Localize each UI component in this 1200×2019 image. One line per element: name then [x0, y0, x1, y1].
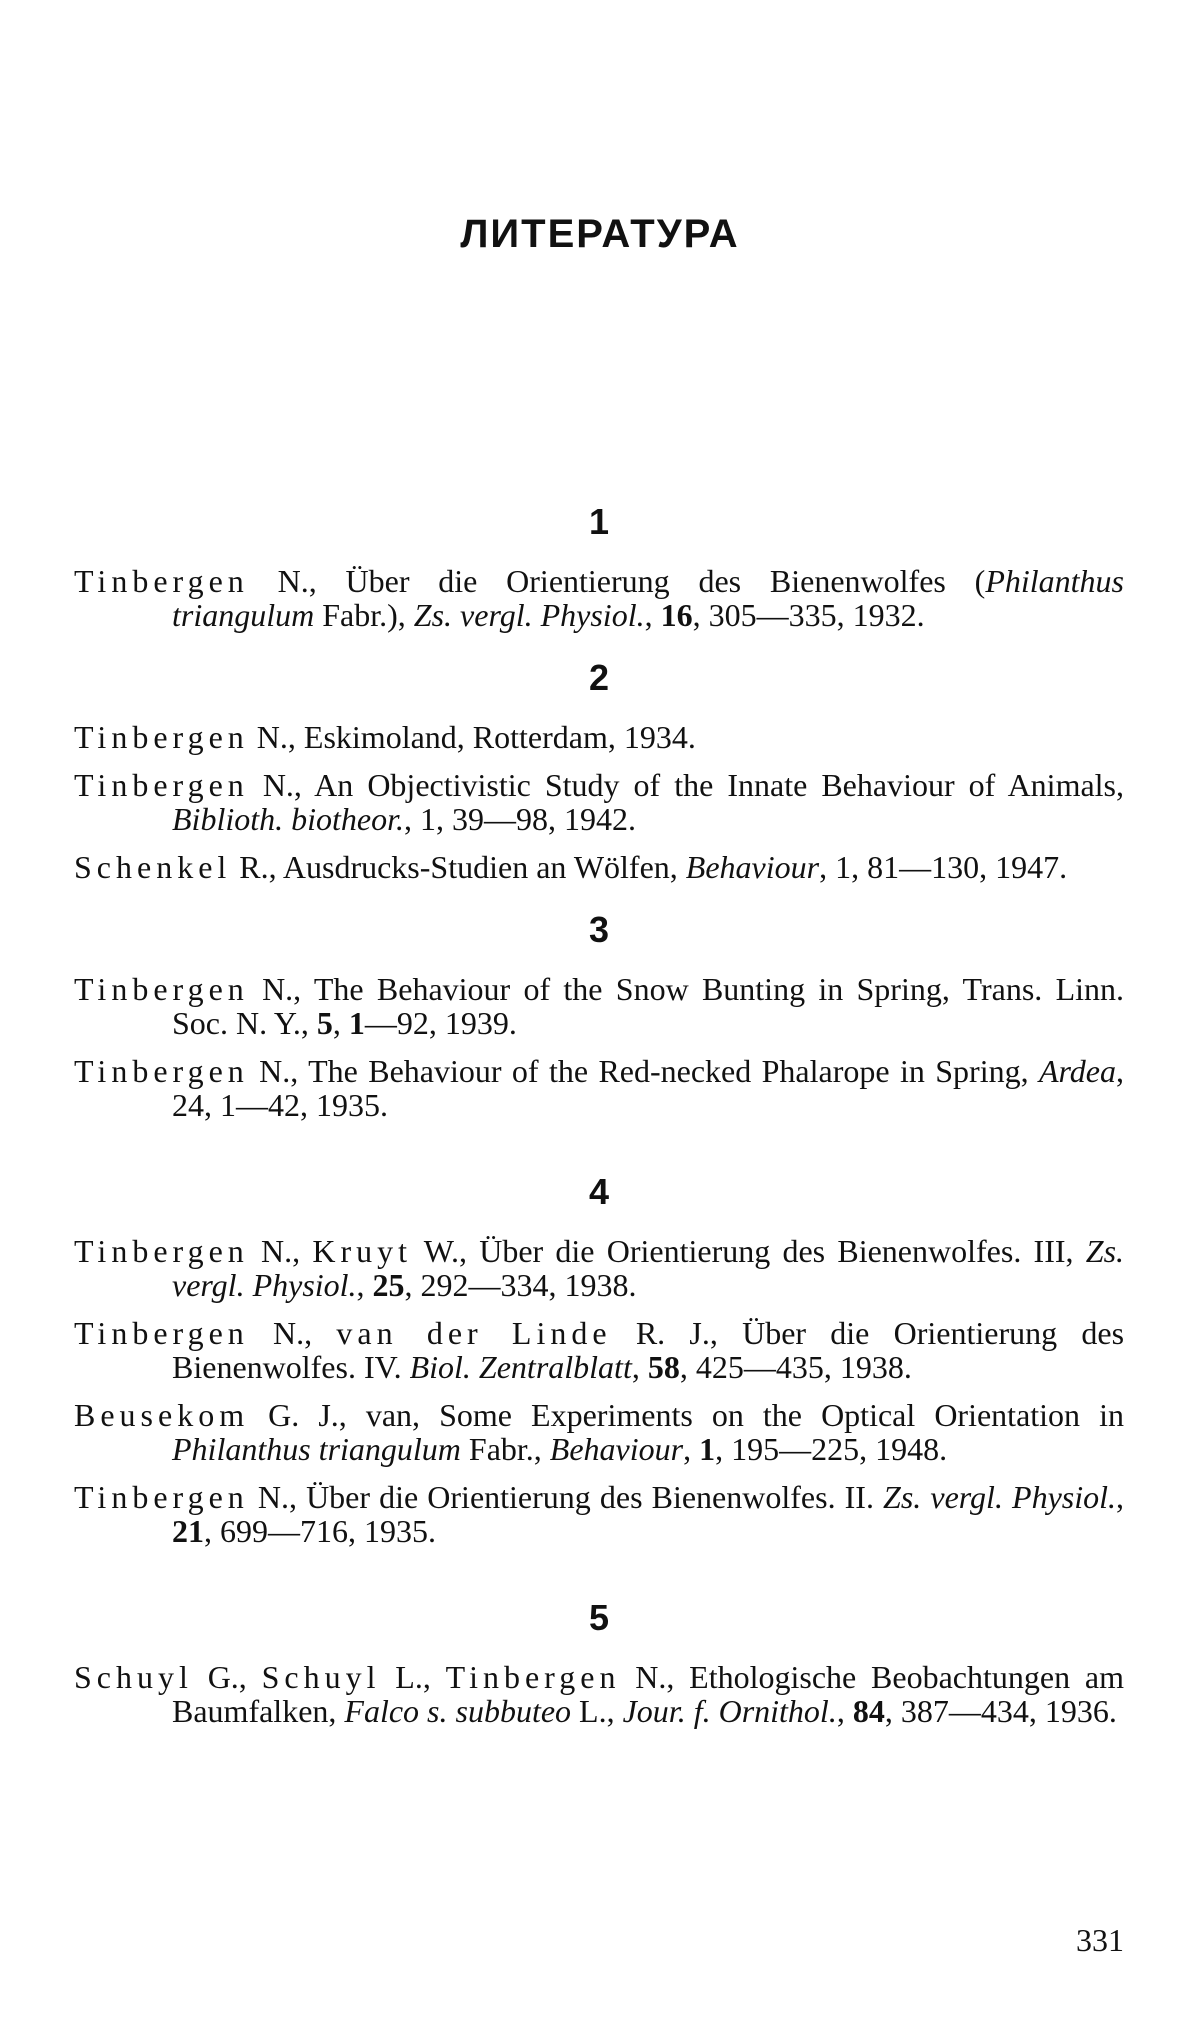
species-name: Philanthus triangulum: [172, 1431, 461, 1467]
reference-section-1: [74, 500, 1124, 632]
journal-title: Zs. vergl. Physiol.: [883, 1479, 1117, 1515]
entry-text: ,: [836, 1693, 853, 1729]
journal-title: Biblioth. biotheor.: [172, 801, 404, 837]
coauthor-name: Schuyl: [261, 1659, 381, 1695]
journal-title: Biol. Zentralblatt: [409, 1349, 632, 1385]
author-name: Tinbergen: [74, 1315, 249, 1351]
reference-entry: [74, 1660, 1124, 1728]
entry-text: N., Eskimoland, Rotterdam, 1934.: [248, 719, 696, 755]
page-start: 1: [348, 1005, 365, 1041]
section-number: 5: [588, 1597, 610, 1638]
reference-section-2: [74, 656, 1124, 884]
coauthor-name: Tinbergen: [445, 1659, 621, 1695]
reference-entry: [74, 1234, 1124, 1302]
entry-text: L.,: [380, 1659, 446, 1695]
volume-number: 84: [852, 1693, 885, 1729]
entry-text: ,: [1116, 1479, 1125, 1515]
entry-text: , 699—716, 1935.: [204, 1513, 436, 1549]
author-name: Tinbergen: [74, 767, 249, 803]
entry-text: ,: [332, 1005, 349, 1041]
reference-entry: [74, 768, 1124, 836]
journal-title: Ardea: [1038, 1053, 1116, 1089]
volume-number: 1: [699, 1431, 716, 1467]
coauthor-name: van der Linde: [336, 1315, 612, 1351]
reference-list: [74, 500, 1124, 1742]
author-name: Tinbergen: [74, 1233, 249, 1269]
reference-section-4: [74, 1170, 1124, 1548]
entry-text: , 1, 81—130, 1947.: [819, 849, 1068, 885]
species-name: Philanthus triangulum: [172, 563, 1124, 633]
entry-text: Fabr.),: [314, 597, 414, 633]
entry-text: , 387—434, 1936.: [884, 1693, 1117, 1729]
journal-title: Behaviour: [549, 1431, 684, 1467]
entry-text: W., Über die Orientierung des Bienenwolfes. III,: [412, 1233, 1086, 1269]
entry-text: R. J., Über die Orientierung des Bienenwolfes. IV.: [172, 1315, 1125, 1385]
section-number: 1: [588, 501, 610, 542]
entry-text: N., The Behaviour of the Red-necked Phalarope in Spring,: [248, 1053, 1039, 1089]
entry-text: ,: [631, 1349, 648, 1385]
entry-text: , 24, 1—42, 1935.: [172, 1053, 1124, 1123]
entry-text: N.,: [248, 1315, 337, 1351]
reference-entry: [74, 1398, 1124, 1466]
reference-section-5: [74, 1596, 1124, 1728]
entry-text: N., An Objectivistic Study of the Innate Behaviour of Animals,: [248, 767, 1124, 803]
coauthor-name: Kruyt: [312, 1233, 413, 1269]
entry-text: R., Ausdrucks-Studien an Wölfen,: [231, 849, 686, 885]
volume-number: 21: [172, 1513, 204, 1549]
reference-entry: [74, 564, 1124, 632]
author-name: Tinbergen: [74, 1479, 249, 1515]
section-number: 2: [588, 657, 610, 698]
entry-text: ,: [644, 597, 661, 633]
author-name: Tinbergen: [74, 719, 249, 755]
entry-text: , 195—225, 1948.: [715, 1431, 948, 1467]
author-name: Schenkel: [74, 849, 232, 885]
reference-entry: [74, 1480, 1124, 1548]
journal-title: Behaviour: [685, 849, 820, 885]
entry-text: N., Über die Orientierung des Bienenwolfes (: [248, 563, 986, 599]
journal-title: Jour. f. Ornithol.: [622, 1693, 837, 1729]
entry-text: N., Über die Orientierung des Bienenwolfes. II.: [248, 1479, 884, 1515]
reference-entry: [74, 1054, 1124, 1122]
section-number: 3: [588, 909, 610, 950]
page-title: ЛИТЕРАТУРА: [460, 212, 740, 256]
page-number: 331: [1076, 1922, 1124, 1958]
reference-entry: [74, 1316, 1124, 1384]
entry-text: N.,: [248, 1233, 313, 1269]
entry-text: Fabr.,: [460, 1431, 550, 1467]
author-name: Tinbergen: [74, 1053, 249, 1089]
reference-section-3: [74, 908, 1124, 1122]
journal-title: Zs. vergl. Physiol.: [172, 1233, 1125, 1303]
entry-text: N., Ethologische Beobachtungen am Baumfalken,: [172, 1659, 1124, 1729]
reference-entry: [74, 720, 1124, 754]
entry-text: N., The Behaviour of the Snow Bunting in Spring, Trans. Linn. Soc. N. Y.,: [172, 971, 1124, 1041]
author-name: Tinbergen: [74, 563, 249, 599]
entry-text: —92, 1939.: [364, 1005, 517, 1041]
reference-entry: [74, 850, 1124, 884]
section-number: 4: [588, 1171, 610, 1212]
volume-number: 5: [316, 1005, 333, 1041]
entry-text: ,: [683, 1431, 700, 1467]
entry-text: , 305—335, 1932.: [692, 597, 925, 633]
volume-number: 16: [660, 597, 693, 633]
volume-number: 25: [372, 1267, 405, 1303]
species-name: Falco s. subbuteo: [344, 1693, 572, 1729]
reference-entry: [74, 972, 1124, 1040]
author-name: Tinbergen: [74, 971, 249, 1007]
journal-title: Zs. vergl. Physiol.: [413, 597, 645, 633]
entry-text: L.,: [571, 1693, 623, 1729]
author-name: Schuyl: [74, 1659, 193, 1695]
author-name: Beusekom: [74, 1397, 250, 1433]
entry-text: , 292—334, 1938.: [404, 1267, 637, 1303]
entry-text: , 1, 39—98, 1942.: [404, 801, 636, 837]
volume-number: 58: [647, 1349, 680, 1385]
entry-text: , 425—435, 1938.: [679, 1349, 912, 1385]
entry-text: G. J., van, Some Experiments on the Optical Orientation in: [249, 1397, 1124, 1433]
entry-text: G.,: [192, 1659, 262, 1695]
entry-text: ,: [356, 1267, 373, 1303]
